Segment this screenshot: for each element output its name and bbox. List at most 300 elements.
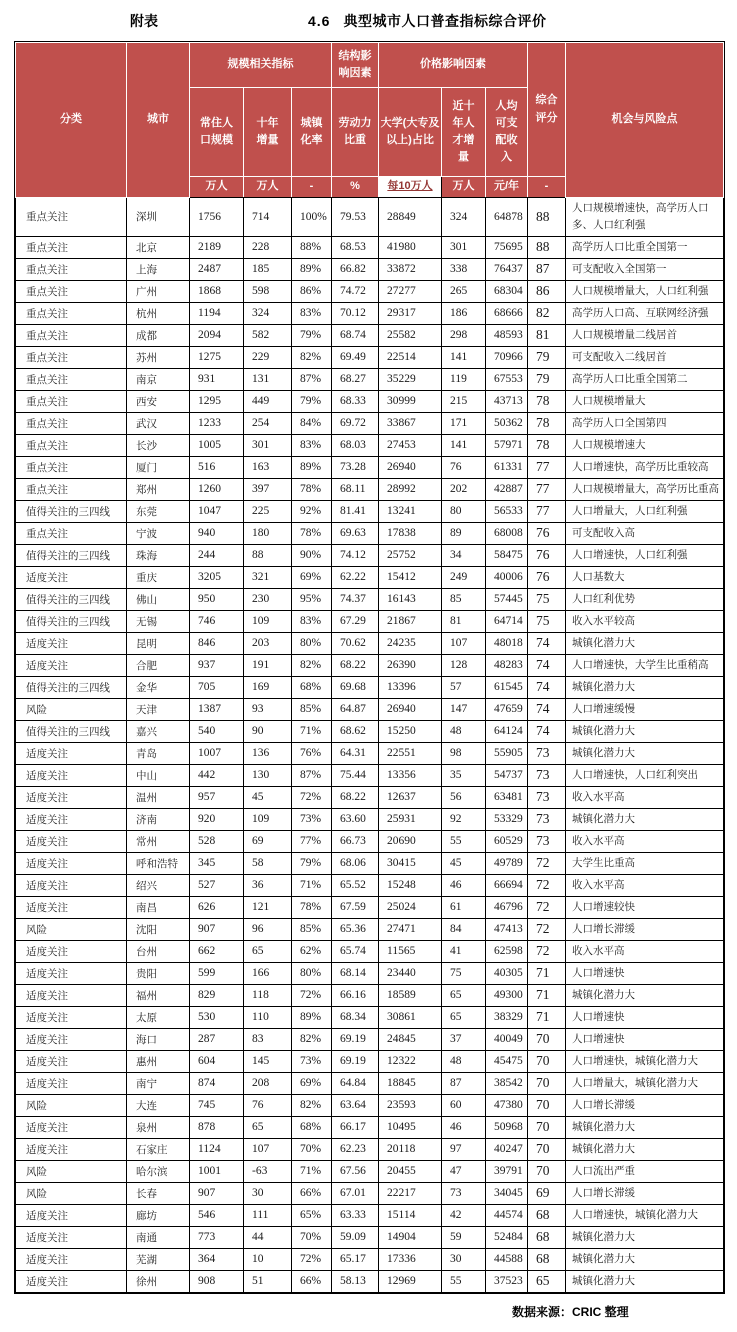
cell-urbanization: 83% [292,434,332,456]
cell-population: 931 [190,368,244,390]
cell-income: 53329 [486,808,528,830]
cell-score: 73 [528,786,566,808]
cell-population: 244 [190,544,244,566]
cell-labor-share: 63.64 [332,1094,379,1116]
cell-urbanization: 85% [292,918,332,940]
cell-talent-increase: 186 [442,302,486,324]
cell-college-share: 25024 [379,896,442,918]
cell-decade-increase: 229 [244,346,292,368]
cell-notes: 人口基数大 [566,566,724,588]
cell-category: 重点关注 [16,324,127,346]
cell-talent-increase: 301 [442,236,486,258]
cell-category: 重点关注 [16,198,127,237]
cell-college-share: 11565 [379,940,442,962]
cell-labor-share: 62.23 [332,1138,379,1160]
cell-city: 深圳 [127,198,190,237]
cell-college-share: 15114 [379,1204,442,1226]
cell-college-share: 41980 [379,236,442,258]
table-row [16,786,724,808]
cell-talent-increase: 65 [442,984,486,1006]
cell-city: 沈阳 [127,918,190,940]
cell-score: 86 [528,280,566,302]
table-row [16,918,724,940]
cell-talent-increase: 60 [442,1094,486,1116]
cell-decade-increase: 191 [244,654,292,676]
table-row [16,368,724,390]
cell-college-share: 33867 [379,412,442,434]
cell-talent-increase: 75 [442,962,486,984]
cell-city: 杭州 [127,302,190,324]
cell-college-share: 25752 [379,544,442,566]
cell-college-share: 12322 [379,1050,442,1072]
cell-city: 郑州 [127,478,190,500]
cell-score: 74 [528,654,566,676]
cell-category: 适度关注 [16,896,127,918]
cell-notes: 人口增量大，城镇化潜力大 [566,1072,724,1094]
cell-score: 78 [528,434,566,456]
cell-income: 75695 [486,236,528,258]
cell-talent-increase: 46 [442,1116,486,1138]
cell-population: 1260 [190,478,244,500]
cell-city: 徐州 [127,1270,190,1292]
cell-notes: 城镇化潜力大 [566,1248,724,1270]
cell-population: 599 [190,962,244,984]
cell-decade-increase: 36 [244,874,292,896]
unit-college-share: 每10万人 [379,177,442,198]
cell-decade-increase: 65 [244,1116,292,1138]
cell-urbanization: 88% [292,236,332,258]
cell-category: 适度关注 [16,1138,127,1160]
cell-city: 绍兴 [127,874,190,896]
cell-urbanization: 71% [292,874,332,896]
cell-decade-increase: 10 [244,1248,292,1270]
cell-income: 37523 [486,1270,528,1292]
cell-urbanization: 62% [292,940,332,962]
cell-income: 61545 [486,676,528,698]
cell-income: 68666 [486,302,528,324]
table-row [16,302,724,324]
table-row [16,1050,724,1072]
cell-income: 47413 [486,918,528,940]
cell-notes: 人口增速快，人口红利突出 [566,764,724,786]
cell-population: 746 [190,610,244,632]
cell-income: 47659 [486,698,528,720]
cell-labor-share: 81.41 [332,500,379,522]
cell-score: 74 [528,698,566,720]
cell-score: 76 [528,566,566,588]
cell-decade-increase: 225 [244,500,292,522]
cell-urbanization: 89% [292,258,332,280]
cell-notes: 可支配收入全国第一 [566,258,724,280]
cell-income: 40305 [486,962,528,984]
cell-income: 38542 [486,1072,528,1094]
cell-income: 57971 [486,434,528,456]
cell-population: 2487 [190,258,244,280]
cell-score: 77 [528,478,566,500]
cell-score: 69 [528,1182,566,1204]
cell-category: 重点关注 [16,280,127,302]
cell-income: 62598 [486,940,528,962]
cell-talent-increase: 55 [442,1270,486,1292]
table-row [16,1270,724,1292]
cell-labor-share: 68.34 [332,1006,379,1028]
cell-labor-share: 64.87 [332,698,379,720]
cell-urbanization: 71% [292,720,332,742]
cell-city: 上海 [127,258,190,280]
table-row [16,346,724,368]
cell-population: 950 [190,588,244,610]
cell-income: 50362 [486,412,528,434]
cell-labor-share: 68.22 [332,654,379,676]
cell-decade-increase: 83 [244,1028,292,1050]
cell-population: 3205 [190,566,244,588]
cell-city: 贵阳 [127,962,190,984]
cell-labor-share: 62.22 [332,566,379,588]
cell-decade-increase: 230 [244,588,292,610]
cell-college-share: 14904 [379,1226,442,1248]
cell-college-share: 15412 [379,566,442,588]
cell-college-share: 29317 [379,302,442,324]
cell-city: 惠州 [127,1050,190,1072]
cell-city: 中山 [127,764,190,786]
table-row [16,522,724,544]
cell-population: 1007 [190,742,244,764]
cell-city: 昆明 [127,632,190,654]
cell-notes: 高学历人口比重全国第二 [566,368,724,390]
table-row [16,764,724,786]
cell-category: 重点关注 [16,434,127,456]
cell-category: 重点关注 [16,236,127,258]
cell-score: 79 [528,346,566,368]
cell-city: 南宁 [127,1072,190,1094]
cell-category: 适度关注 [16,764,127,786]
unit-labor-share: % [332,177,379,198]
table-row [16,434,724,456]
cell-labor-share: 68.27 [332,368,379,390]
cell-category: 适度关注 [16,1270,127,1292]
cell-category: 适度关注 [16,632,127,654]
cell-income: 45475 [486,1050,528,1072]
cell-college-share: 28992 [379,478,442,500]
table-row [16,1138,724,1160]
cell-labor-share: 74.12 [332,544,379,566]
cell-population: 1233 [190,412,244,434]
header-group-row [16,43,724,88]
cell-labor-share: 66.16 [332,984,379,1006]
cell-city: 武汉 [127,412,190,434]
cell-college-share: 26940 [379,698,442,720]
cell-labor-share: 59.09 [332,1226,379,1248]
cell-category: 重点关注 [16,522,127,544]
cell-score: 82 [528,302,566,324]
cell-talent-increase: 56 [442,786,486,808]
cell-population: 705 [190,676,244,698]
cell-population: 546 [190,1204,244,1226]
cell-city: 成都 [127,324,190,346]
cell-income: 46796 [486,896,528,918]
cell-category: 重点关注 [16,412,127,434]
unit-population: 万人 [190,177,244,198]
cell-income: 48283 [486,654,528,676]
cell-population: 2189 [190,236,244,258]
table-row [16,280,724,302]
cell-category: 适度关注 [16,1226,127,1248]
cell-notes: 人口增速快 [566,962,724,984]
cell-population: 1868 [190,280,244,302]
cell-talent-increase: 73 [442,1182,486,1204]
table-row [16,1094,724,1116]
cell-decade-increase: 397 [244,478,292,500]
cell-population: 773 [190,1226,244,1248]
cell-talent-increase: 81 [442,610,486,632]
cell-population: 1047 [190,500,244,522]
cell-score: 78 [528,412,566,434]
cell-talent-increase: 55 [442,830,486,852]
cell-college-share: 17838 [379,522,442,544]
cell-notes: 人口增长滞缓 [566,918,724,940]
cell-talent-increase: 265 [442,280,486,302]
cell-category: 适度关注 [16,1006,127,1028]
cell-urbanization: 72% [292,1248,332,1270]
cell-decade-increase: 90 [244,720,292,742]
table-row [16,412,724,434]
cell-score: 73 [528,742,566,764]
cell-income: 43713 [486,390,528,412]
cell-city: 青岛 [127,742,190,764]
cell-labor-share: 68.06 [332,852,379,874]
cell-labor-share: 63.33 [332,1204,379,1226]
table-row [16,830,724,852]
cell-urbanization: 80% [292,632,332,654]
table-row [16,742,724,764]
cell-category: 适度关注 [16,962,127,984]
cell-category: 适度关注 [16,1072,127,1094]
cell-college-share: 22551 [379,742,442,764]
cell-decade-increase: 111 [244,1204,292,1226]
cell-category: 适度关注 [16,808,127,830]
table-row [16,324,724,346]
cell-urbanization: 82% [292,1094,332,1116]
cell-notes: 人口规模增量大，人口红利强 [566,280,724,302]
cell-population: 364 [190,1248,244,1270]
cell-labor-share: 69.72 [332,412,379,434]
cell-notes: 人口增速快，大学生比重稍高 [566,654,724,676]
cell-category: 值得关注的三四线 [16,720,127,742]
cell-category: 适度关注 [16,830,127,852]
table-row [16,1072,724,1094]
cell-talent-increase: 97 [442,1138,486,1160]
cell-urbanization: 87% [292,764,332,786]
cell-score: 70 [528,1160,566,1182]
cell-city: 重庆 [127,566,190,588]
cell-talent-increase: 324 [442,198,486,237]
cell-notes: 高学历人口全国第四 [566,412,724,434]
cell-notes: 可支配收入高 [566,522,724,544]
col-college-share: 大学(大专及以上)占比 [379,88,442,177]
cell-city: 长沙 [127,434,190,456]
cell-notes: 城镇化潜力大 [566,676,724,698]
cell-population: 907 [190,1182,244,1204]
cell-income: 44574 [486,1204,528,1226]
cell-score: 81 [528,324,566,346]
cell-population: 1124 [190,1138,244,1160]
cell-score: 72 [528,940,566,962]
cell-population: 878 [190,1116,244,1138]
cell-city: 佛山 [127,588,190,610]
cell-urbanization: 100% [292,198,332,237]
cell-decade-increase: -63 [244,1160,292,1182]
cell-decade-increase: 180 [244,522,292,544]
cell-urbanization: 72% [292,786,332,808]
cell-income: 40049 [486,1028,528,1050]
cell-urbanization: 89% [292,1006,332,1028]
cell-talent-increase: 76 [442,456,486,478]
cell-urbanization: 95% [292,588,332,610]
cell-labor-share: 68.14 [332,962,379,984]
cell-score: 74 [528,720,566,742]
cell-income: 64124 [486,720,528,742]
cell-decade-increase: 45 [244,786,292,808]
cell-score: 71 [528,962,566,984]
cell-city: 东莞 [127,500,190,522]
cell-talent-increase: 30 [442,1248,486,1270]
cell-talent-increase: 215 [442,390,486,412]
cell-notes: 城镇化潜力大 [566,1226,724,1248]
cell-population: 345 [190,852,244,874]
table-row [16,1116,724,1138]
cell-urbanization: 83% [292,610,332,632]
col-decade-increase: 十年增量 [244,88,292,177]
col-urbanization: 城镇化率 [292,88,332,177]
cell-category: 值得关注的三四线 [16,676,127,698]
cell-income: 52484 [486,1226,528,1248]
cell-college-share: 13241 [379,500,442,522]
cell-income: 64878 [486,198,528,237]
cell-urbanization: 66% [292,1182,332,1204]
cell-city: 哈尔滨 [127,1160,190,1182]
col-population: 常住人口规模 [190,88,244,177]
cell-income: 76437 [486,258,528,280]
cell-labor-share: 75.44 [332,764,379,786]
cell-notes: 城镇化潜力大 [566,984,724,1006]
cell-income: 60529 [486,830,528,852]
cell-decade-increase: 203 [244,632,292,654]
cell-notes: 人口规模增速大 [566,434,724,456]
cell-urbanization: 90% [292,544,332,566]
cell-category: 重点关注 [16,302,127,324]
cell-income: 50968 [486,1116,528,1138]
cell-notes: 高学历人口比重全国第一 [566,236,724,258]
table-row [16,588,724,610]
cell-population: 920 [190,808,244,830]
cell-labor-share: 69.68 [332,676,379,698]
table-row [16,1226,724,1248]
cell-decade-increase: 96 [244,918,292,940]
cell-college-share: 20455 [379,1160,442,1182]
title-number: 4.6 [308,13,331,29]
cell-notes: 人口增速快，高学历比重较高 [566,456,724,478]
cell-notes: 城镇化潜力大 [566,1116,724,1138]
cell-talent-increase: 119 [442,368,486,390]
unit-talent-increase: 万人 [442,177,486,198]
cell-score: 88 [528,236,566,258]
cell-category: 风险 [16,1182,127,1204]
cell-income: 68304 [486,280,528,302]
cell-labor-share: 65.52 [332,874,379,896]
cell-income: 34045 [486,1182,528,1204]
cell-score: 73 [528,830,566,852]
cell-category: 适度关注 [16,566,127,588]
cell-labor-share: 68.74 [332,324,379,346]
table-row [16,258,724,280]
table-row [16,698,724,720]
cell-category: 适度关注 [16,654,127,676]
cell-labor-share: 68.03 [332,434,379,456]
cell-notes: 收入水平高 [566,786,724,808]
cell-category: 值得关注的三四线 [16,588,127,610]
cell-city: 珠海 [127,544,190,566]
cell-city: 温州 [127,786,190,808]
unit-income: 元/年 [486,177,528,198]
group-scale-indicators: 规模相关指标 [190,43,332,88]
cell-notes: 城镇化潜力大 [566,1270,724,1292]
cell-population: 1756 [190,198,244,237]
cell-decade-increase: 324 [244,302,292,324]
cell-college-share: 15250 [379,720,442,742]
cell-talent-increase: 128 [442,654,486,676]
cell-score: 70 [528,1094,566,1116]
cell-talent-increase: 87 [442,1072,486,1094]
cell-income: 42887 [486,478,528,500]
cell-decade-increase: 208 [244,1072,292,1094]
cell-city: 北京 [127,236,190,258]
cell-city: 泉州 [127,1116,190,1138]
cell-labor-share: 65.17 [332,1248,379,1270]
cell-decade-increase: 88 [244,544,292,566]
cell-notes: 收入水平高 [566,940,724,962]
cell-decade-increase: 130 [244,764,292,786]
cell-talent-increase: 47 [442,1160,486,1182]
unit-urbanization: - [292,177,332,198]
cell-labor-share: 74.72 [332,280,379,302]
cell-population: 1005 [190,434,244,456]
cell-talent-increase: 48 [442,1050,486,1072]
cell-population: 530 [190,1006,244,1028]
cell-city: 广州 [127,280,190,302]
cell-urbanization: 89% [292,456,332,478]
cell-urbanization: 72% [292,984,332,1006]
cell-urbanization: 79% [292,390,332,412]
cell-decade-increase: 30 [244,1182,292,1204]
cell-score: 65 [528,1270,566,1292]
cell-urbanization: 85% [292,698,332,720]
table-row [16,676,724,698]
cell-income: 54737 [486,764,528,786]
cell-urbanization: 86% [292,280,332,302]
table-row [16,984,724,1006]
cell-college-share: 33872 [379,258,442,280]
cell-decade-increase: 121 [244,896,292,918]
cell-city: 厦门 [127,456,190,478]
col-city: 城市 [127,43,190,198]
cell-score: 75 [528,588,566,610]
cell-category: 风险 [16,698,127,720]
cell-labor-share: 79.53 [332,198,379,237]
cell-category: 适度关注 [16,1050,127,1072]
cell-talent-increase: 57 [442,676,486,698]
table-row [16,456,724,478]
cell-category: 重点关注 [16,390,127,412]
